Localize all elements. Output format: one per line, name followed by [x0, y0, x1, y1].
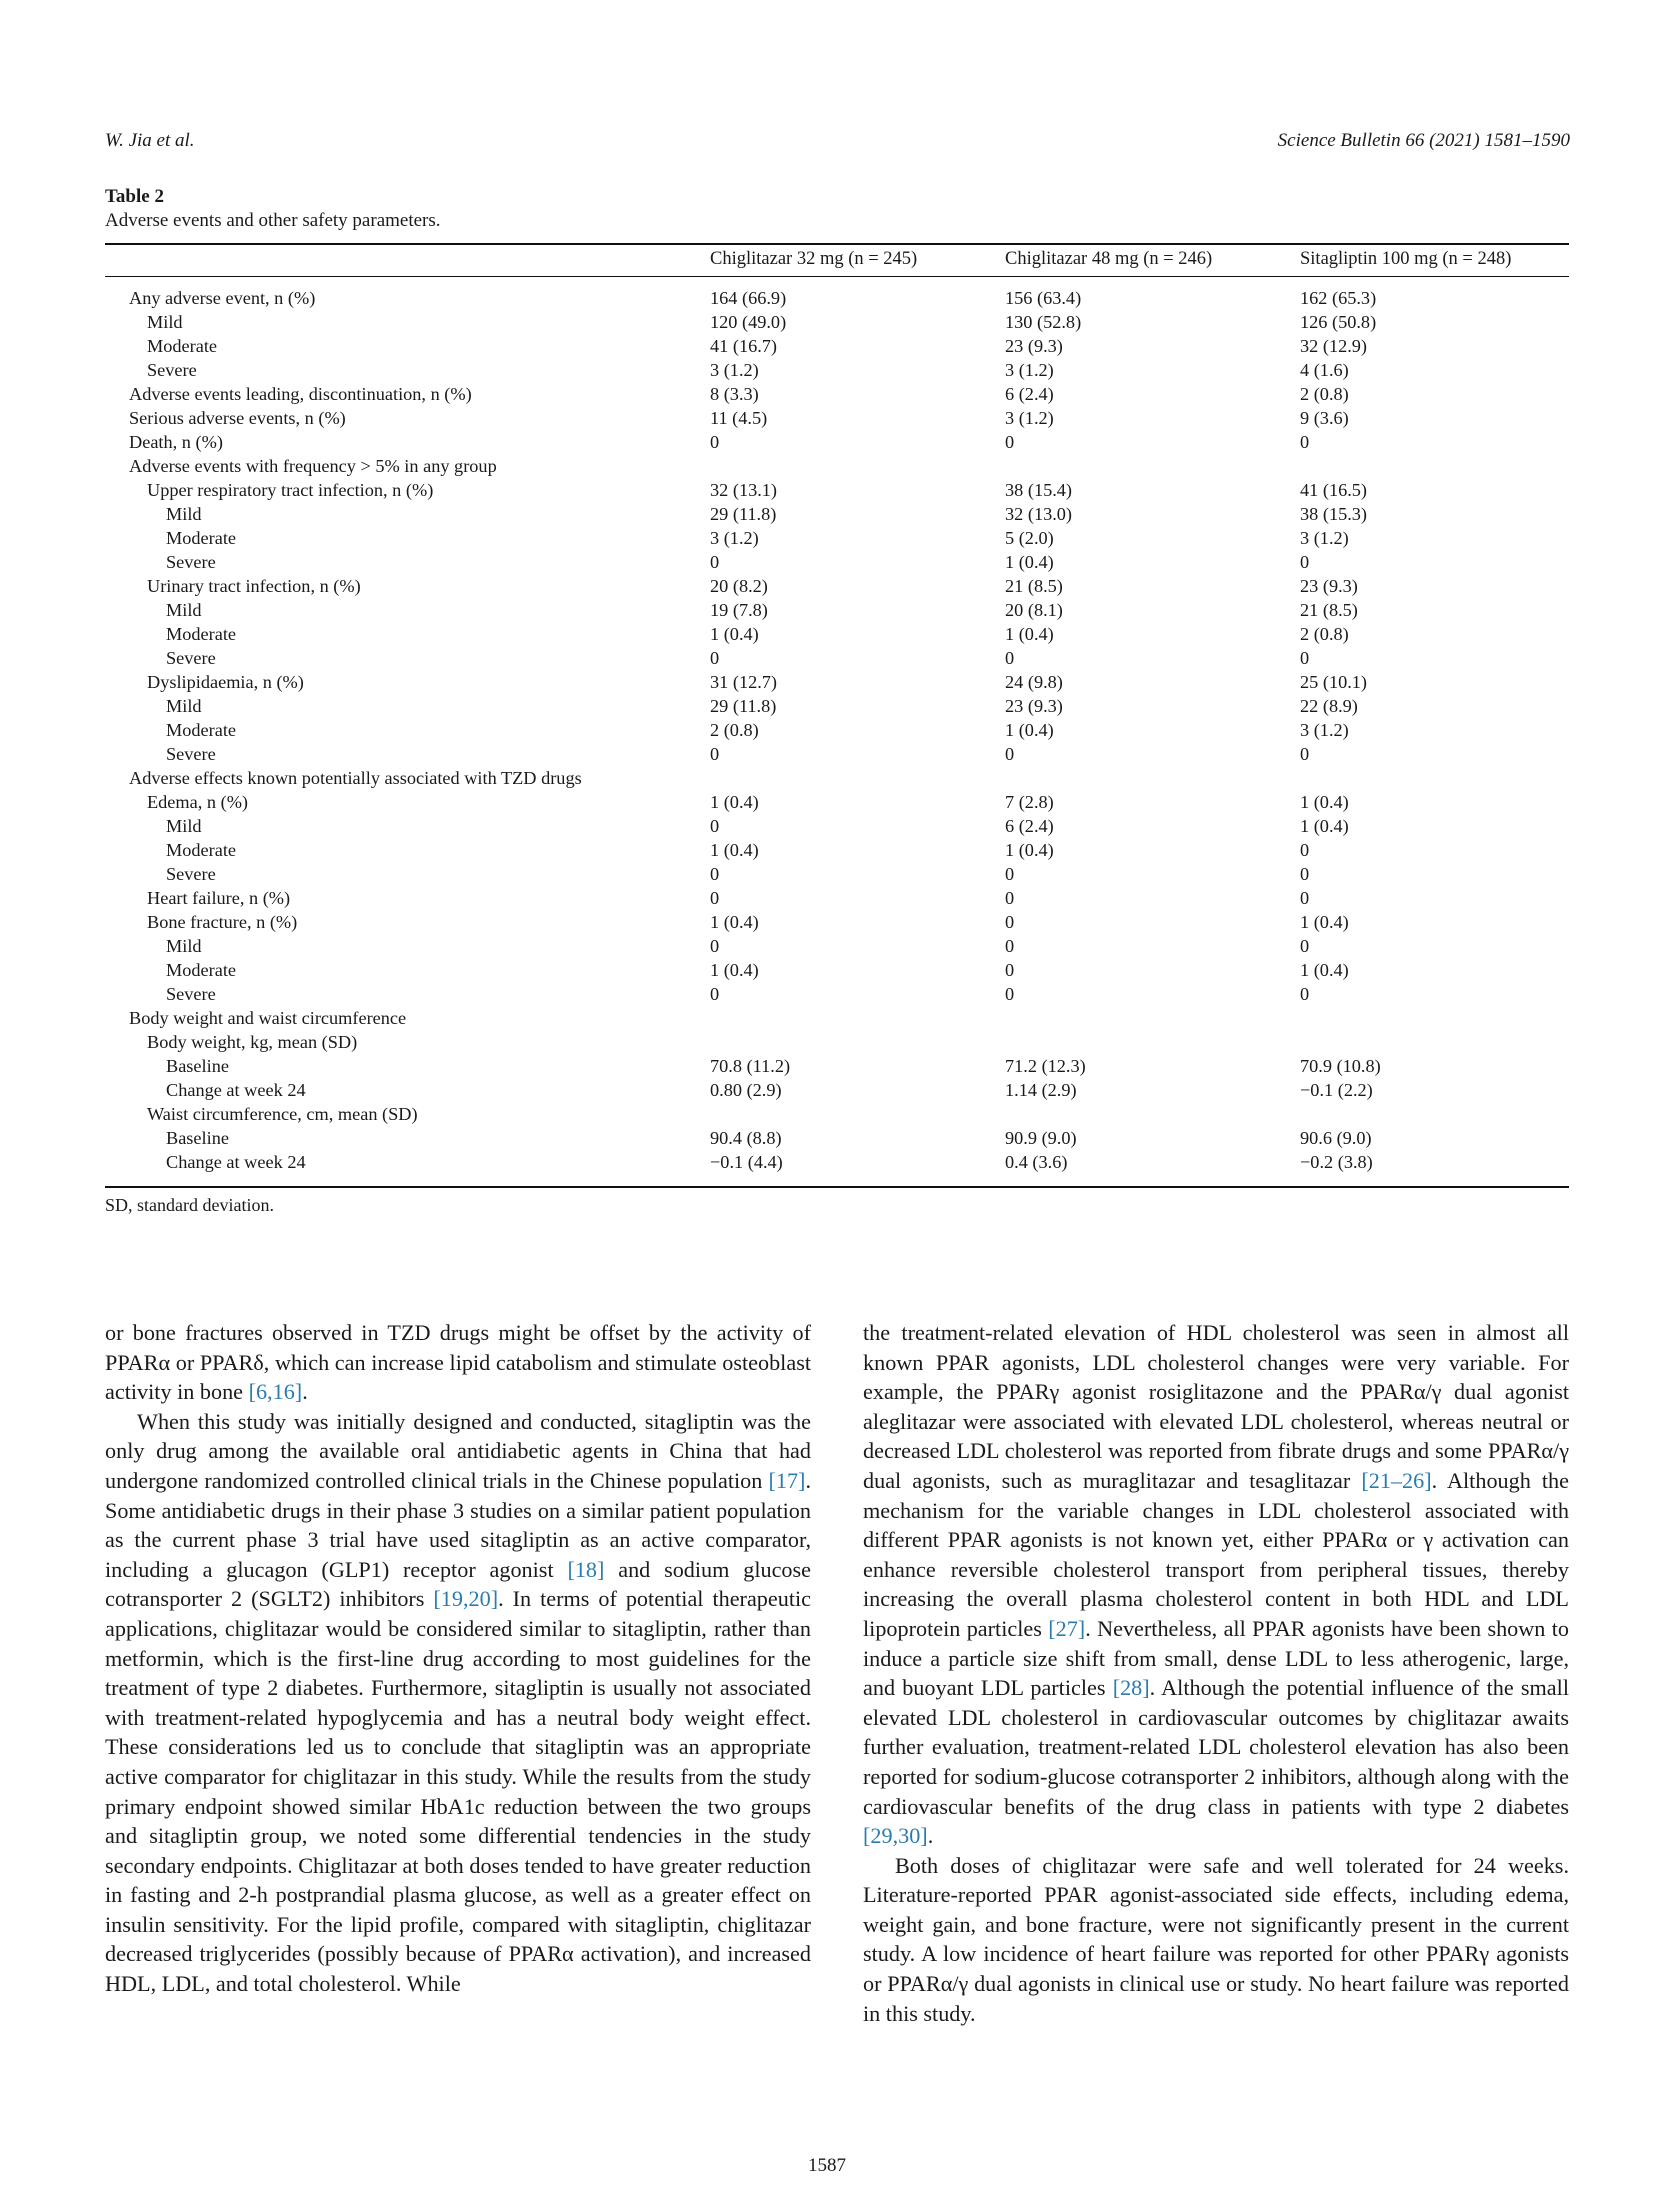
- cell-chiglitazar-32: 3 (1.2): [710, 528, 759, 548]
- body-text-left-column: [105, 1318, 811, 1999]
- cell-chiglitazar-32: 0: [710, 816, 720, 836]
- table-row: [105, 454, 1569, 478]
- cell-sitagliptin-100: 25 (10.1): [1300, 672, 1368, 692]
- cell-chiglitazar-48: 0: [1005, 648, 1015, 668]
- table-row: [105, 550, 1569, 574]
- table-row: [105, 1054, 1569, 1078]
- cell-chiglitazar-48: 0: [1005, 864, 1015, 884]
- table-row: [105, 334, 1569, 358]
- citation-link[interactable]: [18]: [567, 1556, 605, 1582]
- cell-chiglitazar-48: 5 (2.0): [1005, 528, 1054, 548]
- row-label: Change at week 24: [166, 1152, 306, 1172]
- cell-chiglitazar-48: 7 (2.8): [1005, 792, 1054, 812]
- cell-chiglitazar-48: 1 (0.4): [1005, 720, 1054, 740]
- table-body: [105, 286, 1569, 1174]
- table-row: [105, 1102, 1569, 1126]
- table-row: [105, 1078, 1569, 1102]
- text-run: .: [927, 1823, 934, 1849]
- cell-chiglitazar-32: 0: [710, 744, 720, 764]
- table-row: [105, 934, 1569, 958]
- row-label: Severe: [166, 744, 216, 764]
- table-footnote: SD, standard deviation.: [105, 1195, 274, 1215]
- citation-link[interactable]: [28]: [1112, 1675, 1150, 1701]
- cell-chiglitazar-32: 70.8 (11.2): [710, 1056, 791, 1076]
- cell-chiglitazar-48: 1 (0.4): [1005, 552, 1054, 572]
- table-row: [105, 478, 1569, 502]
- text-run: .: [302, 1379, 308, 1405]
- cell-sitagliptin-100: 70.9 (10.8): [1300, 1056, 1381, 1076]
- text-run: . Some antidiabetic drugs in their phase 3 studies on a similar patient population as the current phase 3 trial have used sitagliptin as an active comparator, including a glucagon (GLP1) receptor agonist: [105, 1467, 811, 1582]
- cell-chiglitazar-32: 0: [710, 864, 720, 884]
- cell-chiglitazar-48: 0: [1005, 744, 1015, 764]
- table-row: [105, 526, 1569, 550]
- cell-chiglitazar-48: 0: [1005, 960, 1015, 980]
- cell-chiglitazar-32: 0: [710, 936, 720, 956]
- cell-chiglitazar-32: 1 (0.4): [710, 624, 759, 644]
- row-label: Adverse events leading, discontinuation, n (%): [129, 384, 472, 404]
- cell-chiglitazar-48: 0: [1005, 432, 1015, 452]
- cell-sitagliptin-100: 22 (8.9): [1300, 696, 1358, 716]
- table-top-rule: [105, 243, 1569, 245]
- table-row: [105, 574, 1569, 598]
- table-row: [105, 310, 1569, 334]
- cell-chiglitazar-32: 120 (49.0): [710, 312, 787, 332]
- cell-sitagliptin-100: −0.1 (2.2): [1300, 1080, 1373, 1100]
- citation-link[interactable]: [29,30]: [863, 1823, 928, 1849]
- row-label: Severe: [166, 864, 216, 884]
- row-label: Mild: [166, 696, 202, 716]
- table-row: [105, 502, 1569, 526]
- table-row: [105, 598, 1569, 622]
- cell-chiglitazar-32: 0: [710, 888, 720, 908]
- cell-chiglitazar-32: 8 (3.3): [710, 384, 759, 404]
- cell-chiglitazar-32: 0: [710, 432, 720, 452]
- row-label: Moderate: [166, 720, 237, 740]
- cell-chiglitazar-48: 6 (2.4): [1005, 816, 1054, 836]
- cell-sitagliptin-100: 3 (1.2): [1300, 528, 1349, 548]
- cell-sitagliptin-100: −0.2 (3.8): [1300, 1152, 1373, 1172]
- table-row: [105, 382, 1569, 406]
- cell-chiglitazar-48: 20 (8.1): [1005, 600, 1063, 620]
- row-label: Baseline: [166, 1128, 229, 1148]
- row-label: Edema, n (%): [147, 792, 249, 812]
- cell-chiglitazar-32: 32 (13.1): [710, 480, 778, 500]
- text-run: or bone fractures observed in TZD drugs might be offset by the activity of PPARα or PPARδ, which can increase lipid catabolism and stimulate osteoblast activity in bone: [105, 1320, 811, 1405]
- cell-sitagliptin-100: 1 (0.4): [1300, 816, 1349, 836]
- citation-link[interactable]: [21–26]: [1361, 1467, 1432, 1493]
- cell-chiglitazar-48: 32 (13.0): [1005, 504, 1073, 524]
- column-header-chiglitazar-48: Chiglitazar 48 mg (n = 246): [1005, 249, 1213, 269]
- running-header-journal: Science Bulletin 66 (2021) 1581–1590: [1277, 130, 1570, 151]
- row-label: Moderate: [166, 528, 237, 548]
- row-label: Moderate: [166, 840, 237, 860]
- cell-sitagliptin-100: 162 (65.3): [1300, 288, 1377, 308]
- cell-chiglitazar-32: 0.80 (2.9): [710, 1080, 782, 1100]
- cell-sitagliptin-100: 2 (0.8): [1300, 624, 1349, 644]
- cell-chiglitazar-48: 23 (9.3): [1005, 696, 1063, 716]
- table-row: [105, 838, 1569, 862]
- table-row: [105, 646, 1569, 670]
- cell-chiglitazar-32: 41 (16.7): [710, 336, 778, 356]
- row-label: Waist circumference, cm, mean (SD): [147, 1104, 418, 1124]
- row-label: Severe: [166, 648, 216, 668]
- cell-chiglitazar-48: 3 (1.2): [1005, 360, 1054, 380]
- row-label: Severe: [147, 360, 197, 380]
- cell-chiglitazar-32: 90.4 (8.8): [710, 1128, 782, 1148]
- citation-link[interactable]: [6,16]: [248, 1379, 303, 1405]
- cell-chiglitazar-48: 3 (1.2): [1005, 408, 1054, 428]
- row-label: Heart failure, n (%): [147, 888, 291, 908]
- row-label: Mild: [147, 312, 183, 332]
- cell-chiglitazar-48: 21 (8.5): [1005, 576, 1063, 596]
- cell-chiglitazar-32: 31 (12.7): [710, 672, 778, 692]
- cell-chiglitazar-48: 6 (2.4): [1005, 384, 1054, 404]
- row-label: Death, n (%): [129, 432, 223, 452]
- paragraph: [105, 1318, 811, 1407]
- citation-link[interactable]: [17]: [768, 1467, 806, 1493]
- table-row: [105, 670, 1569, 694]
- table-row: [105, 790, 1569, 814]
- table-row: [105, 814, 1569, 838]
- text-run: When this study was initially designed and conducted, sitagliptin was the only drug among the available oral antidiabetic agents in China that had undergone randomized controlled clinical trials in the Chinese population: [105, 1408, 811, 1493]
- row-label: Mild: [166, 816, 202, 836]
- row-label: Moderate: [166, 960, 237, 980]
- cell-chiglitazar-32: 1 (0.4): [710, 792, 759, 812]
- cell-sitagliptin-100: 41 (16.5): [1300, 480, 1368, 500]
- row-label: Serious adverse events, n (%): [129, 408, 346, 428]
- cell-chiglitazar-32: 1 (0.4): [710, 960, 759, 980]
- cell-chiglitazar-48: 0: [1005, 888, 1015, 908]
- cell-sitagliptin-100: 0: [1300, 888, 1310, 908]
- cell-sitagliptin-100: 0: [1300, 744, 1310, 764]
- cell-chiglitazar-48: 24 (9.8): [1005, 672, 1063, 692]
- cell-chiglitazar-48: 38 (15.4): [1005, 480, 1073, 500]
- cell-chiglitazar-32: 29 (11.8): [710, 696, 777, 716]
- page-number: 1587: [808, 2155, 846, 2176]
- row-label: Mild: [166, 504, 202, 524]
- cell-sitagliptin-100: 23 (9.3): [1300, 576, 1358, 596]
- cell-chiglitazar-32: 0: [710, 648, 720, 668]
- cell-sitagliptin-100: 0: [1300, 840, 1310, 860]
- cell-sitagliptin-100: 38 (15.3): [1300, 504, 1368, 524]
- cell-sitagliptin-100: 0: [1300, 984, 1310, 1004]
- running-header-authors: W. Jia et al.: [105, 130, 195, 151]
- row-label: Body weight and waist circumference: [129, 1008, 407, 1028]
- cell-chiglitazar-48: 23 (9.3): [1005, 336, 1063, 356]
- table-row: [105, 910, 1569, 934]
- table-row: [105, 886, 1569, 910]
- cell-chiglitazar-32: 1 (0.4): [710, 912, 759, 932]
- body-text-right-column: [863, 1318, 1569, 2028]
- table-row: [105, 358, 1569, 382]
- cell-chiglitazar-32: 29 (11.8): [710, 504, 777, 524]
- table-row: [105, 694, 1569, 718]
- cell-chiglitazar-48: 0: [1005, 984, 1015, 1004]
- paragraph: [863, 1851, 1569, 2029]
- table-row: [105, 958, 1569, 982]
- table-row: [105, 1126, 1569, 1150]
- table-row: [105, 718, 1569, 742]
- cell-sitagliptin-100: 0: [1300, 432, 1310, 452]
- cell-chiglitazar-48: 1 (0.4): [1005, 840, 1054, 860]
- cell-chiglitazar-32: 1 (0.4): [710, 840, 759, 860]
- row-label: Urinary tract infection, n (%): [147, 576, 361, 596]
- cell-sitagliptin-100: 1 (0.4): [1300, 912, 1349, 932]
- table-row: [105, 430, 1569, 454]
- row-label: Mild: [166, 936, 202, 956]
- cell-chiglitazar-48: 71.2 (12.3): [1005, 1056, 1086, 1076]
- cell-chiglitazar-48: 0: [1005, 912, 1015, 932]
- cell-chiglitazar-32: 2 (0.8): [710, 720, 759, 740]
- cell-chiglitazar-48: 90.9 (9.0): [1005, 1128, 1077, 1148]
- cell-sitagliptin-100: 126 (50.8): [1300, 312, 1377, 332]
- row-label: Dyslipidaemia, n (%): [147, 672, 304, 692]
- cell-sitagliptin-100: 1 (0.4): [1300, 792, 1349, 812]
- cell-chiglitazar-32: 20 (8.2): [710, 576, 768, 596]
- column-header-chiglitazar-32: Chiglitazar 32 mg (n = 245): [710, 249, 918, 269]
- table-bottom-rule: [105, 1186, 1569, 1188]
- cell-chiglitazar-32: 11 (4.5): [710, 408, 768, 428]
- row-label: Adverse effects known potentially associated with TZD drugs: [129, 768, 582, 788]
- row-label: Bone fracture, n (%): [147, 912, 298, 932]
- cell-sitagliptin-100: 0: [1300, 864, 1310, 884]
- cell-chiglitazar-32: −0.1 (4.4): [710, 1152, 783, 1172]
- cell-chiglitazar-48: 130 (52.8): [1005, 312, 1082, 332]
- text-run: the treatment-related elevation of HDL cholesterol was seen in almost all known PPAR agonists, LDL cholesterol changes were very variable. For example, the PPARγ agonist rosiglitazone and the PPARα/γ dual agonist aleglitazar were associated with elevated LDL cholesterol, whereas neutral or decreased LDL cholesterol was reported from fibrate drugs and some PPARα/γ dual agonists, such as muraglitazar and tesaglitazar: [863, 1320, 1569, 1493]
- cell-chiglitazar-48: 1 (0.4): [1005, 624, 1054, 644]
- text-run: . Nevertheless, all PPAR agonists have been shown to induce a particle size shift from small, dense LDL to less atherogenic, large, and buoyant LDL particles: [863, 1615, 1569, 1701]
- table-row: [105, 742, 1569, 766]
- citation-link[interactable]: [19,20]: [433, 1586, 499, 1612]
- row-label: Upper respiratory tract infection, n (%): [147, 480, 434, 500]
- text-run: Both doses of chiglitazar were safe and well tolerated for 24 weeks. Literature-reported PPAR agonist-associated side effects, including edema, weight gain, and bone fracture, were not significantly present in the current study. A low incidence of heart failure was reported for other PPARγ agonists or PPARα/γ dual agonists in clinical use or study. No heart failure was reported in this study.: [863, 1852, 1569, 2026]
- row-label: Severe: [166, 984, 216, 1004]
- cell-sitagliptin-100: 1 (0.4): [1300, 960, 1349, 980]
- cell-chiglitazar-48: 1.14 (2.9): [1005, 1080, 1077, 1100]
- cell-sitagliptin-100: 2 (0.8): [1300, 384, 1349, 404]
- cell-chiglitazar-32: 19 (7.8): [710, 600, 768, 620]
- citation-link[interactable]: [27]: [1048, 1615, 1086, 1641]
- row-label: Baseline: [166, 1056, 229, 1076]
- row-label: Any adverse event, n (%): [129, 288, 316, 308]
- table-row: [105, 1150, 1569, 1174]
- text-run: . In terms of potential therapeutic applications, chiglitazar would be considered similar to sitagliptin, rather than metformin, which is the first-line drug according to most guidelines for the treatment of type 2 diabetes. Furthermore, sitagliptin is usually not associated with treatment-related hypoglycemia and has a neutral body weight effect. These considerations led us to conclude that sitagliptin was an appropriate active comparator for chiglitazar in this study. While the results from the study primary endpoint showed similar HbA1c reduction between the two groups and sitagliptin group, we noted some differential tendencies in the study secondary endpoints. Chiglitazar at both doses tended to have greater reduction in fasting and 2-h postprandial plasma glucose, as well as a greater effect on insulin sensitivity. For the lipid profile, compared with sitagliptin, chiglitazar decreased triglycerides (possibly because of PPARα activation), and increased HDL, LDL, and total cholesterol. While: [105, 1586, 812, 1997]
- cell-chiglitazar-32: 3 (1.2): [710, 360, 759, 380]
- table-header-rule: [105, 276, 1569, 277]
- cell-sitagliptin-100: 0: [1300, 648, 1310, 668]
- table-label: Table 2: [105, 186, 164, 207]
- table-row: [105, 766, 1569, 790]
- text-run: and sodium glucose cotransporter 2 (SGLT2) inhibitors: [105, 1556, 811, 1612]
- row-label: Body weight, kg, mean (SD): [147, 1032, 358, 1052]
- table-row: [105, 406, 1569, 430]
- row-label: Mild: [166, 600, 202, 620]
- table-row: [105, 622, 1569, 646]
- table-row: [105, 862, 1569, 886]
- row-label: Change at week 24: [166, 1080, 306, 1100]
- paragraph: [863, 1318, 1569, 1851]
- paragraph: [105, 1407, 811, 1999]
- cell-sitagliptin-100: 21 (8.5): [1300, 600, 1358, 620]
- row-label: Moderate: [166, 624, 237, 644]
- row-label: Adverse events with frequency > 5% in any group: [129, 456, 497, 476]
- cell-chiglitazar-32: 0: [710, 984, 720, 1004]
- cell-sitagliptin-100: 90.6 (9.0): [1300, 1128, 1372, 1148]
- cell-sitagliptin-100: 32 (12.9): [1300, 336, 1368, 356]
- cell-chiglitazar-48: 156 (63.4): [1005, 288, 1082, 308]
- table-header-row: [105, 248, 1569, 274]
- row-label: Severe: [166, 552, 216, 572]
- table-row: [105, 286, 1569, 310]
- row-label: Moderate: [147, 336, 218, 356]
- cell-sitagliptin-100: 9 (3.6): [1300, 408, 1349, 428]
- cell-sitagliptin-100: 3 (1.2): [1300, 720, 1349, 740]
- cell-chiglitazar-48: 0: [1005, 936, 1015, 956]
- cell-chiglitazar-32: 0: [710, 552, 720, 572]
- table-row: [105, 1006, 1569, 1030]
- column-header-sitagliptin-100: Sitagliptin 100 mg (n = 248): [1300, 249, 1512, 269]
- cell-sitagliptin-100: 0: [1300, 936, 1310, 956]
- table-row: [105, 1030, 1569, 1054]
- cell-sitagliptin-100: 0: [1300, 552, 1310, 572]
- text-run: . Although the potential influence of the small elevated LDL cholesterol in cardiovascular outcomes by chiglitazar awaits further evaluation, treatment-related LDL cholesterol elevation has also been reported for sodium-glucose cotransporter 2 inhibitors, although along with the cardiovascular benefits of the drug class in patients with type 2 diabetes: [863, 1675, 1569, 1819]
- cell-chiglitazar-32: 164 (66.9): [710, 288, 787, 308]
- table-row: [105, 982, 1569, 1006]
- text-run: . Although the mechanism for the variable changes in LDL cholesterol associated with different PPAR agonists is not known yet, either PPARα or γ activation can enhance reversible cholesterol transport from peripheral tissues, thereby increasing the overall plasma cholesterol content in both HDL and LDL lipoprotein particles: [863, 1467, 1569, 1641]
- cell-chiglitazar-48: 0.4 (3.6): [1005, 1152, 1068, 1172]
- cell-sitagliptin-100: 4 (1.6): [1300, 360, 1349, 380]
- table-caption: Adverse events and other safety parameters.: [105, 210, 441, 231]
